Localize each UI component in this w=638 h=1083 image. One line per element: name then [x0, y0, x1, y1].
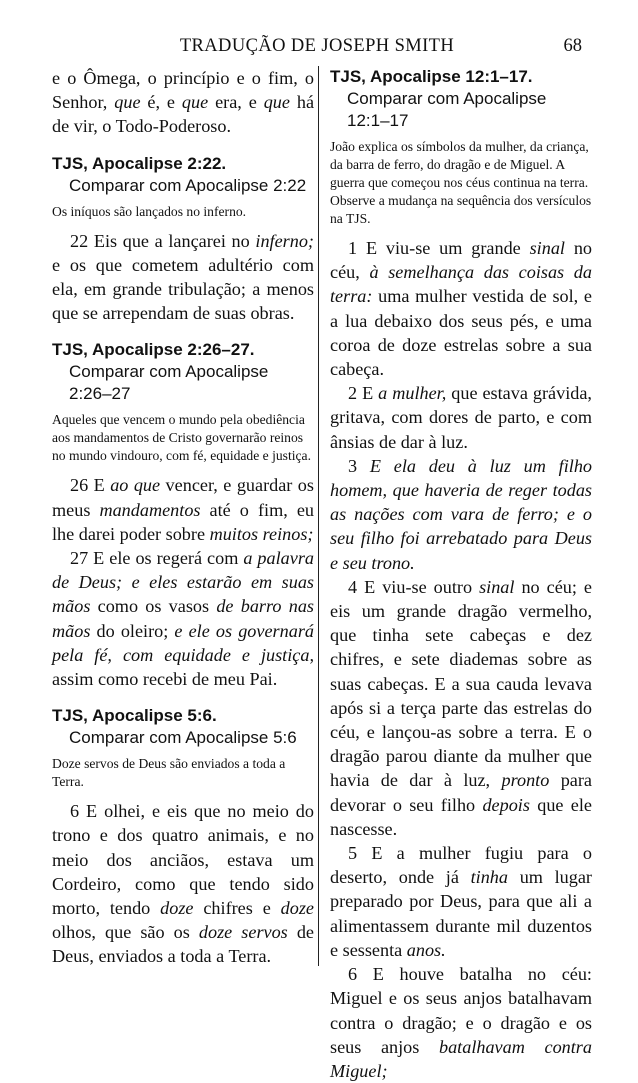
verse	[330, 841, 592, 962]
italic-run: que	[114, 92, 141, 113]
section-compare: Comparar com Apocalipse 5:6	[69, 728, 297, 748]
italic-run: batalhavam contra Miguel;	[330, 1036, 592, 1081]
text-run: e o Ômega, o princípio e o fim, o Senhor,	[52, 68, 314, 113]
right-column	[330, 66, 592, 1083]
text-run: 22 Eis que a lançarei no	[70, 230, 256, 251]
italic-run: a palavra de Deus; e eles estarão em suas mãos	[52, 548, 314, 617]
italic-run: sinal	[529, 238, 565, 258]
text-run: é, e	[140, 92, 182, 113]
italic-run: doze	[160, 898, 194, 919]
section-compare: Comparar com Apocalipse 2:22	[69, 175, 307, 195]
text-run: no céu; e eis um grande dragão vermelho, que tinha sete cabeças e dez chifres, e sete diademas sobre as suas cabeças. E a sua cauda levava após si a terça parte das estrelas do céu, e lançou-as sobre a terra. E o dragão parou diante da mulher que havia de dar à luz,	[330, 576, 592, 791]
text-run: que estava grávida, gritava, com dores de parto, e com ânsias de dar à luz.	[330, 383, 592, 452]
verse	[330, 962, 592, 1083]
section-title: TJS, Apocalipse 12:1–17.	[330, 67, 533, 86]
text-run: 4 E viu-se outro	[348, 576, 480, 597]
text-run: no céu,	[330, 238, 592, 283]
verse	[330, 236, 592, 381]
italic-run: sinal	[479, 576, 515, 597]
text-run: 6 E houve batalha no céu: Miguel e os seus anjos batalhavam contra o dragão; e o dragão e os seus anjos	[330, 964, 592, 1057]
italic-run: ao que	[110, 475, 161, 496]
text-run: chifres e	[193, 898, 281, 919]
left-column	[52, 66, 314, 969]
text-run: 5 E a mulher fugiu para o deserto, onde já	[330, 843, 592, 888]
italic-run: que	[263, 92, 290, 113]
text-run: assim como recebi de meu Pai.	[52, 669, 278, 690]
italic-run: doze servos	[198, 922, 288, 943]
section-compare: Comparar com Apocalipse 12:1–17	[347, 89, 547, 130]
running-title: TRADUÇÃO DE JOSEPH SMITH	[179, 36, 455, 56]
text-run: 27 E ele os regerá com	[70, 548, 244, 569]
text-run: como os vasos	[90, 596, 217, 617]
italic-run: pronto	[501, 770, 550, 791]
italic-run: mandamentos	[99, 499, 201, 520]
italic-run: muitos reinos;	[209, 523, 314, 544]
italic-run: inferno;	[255, 230, 314, 251]
page-number: 68	[563, 36, 582, 56]
section-rev-12-1-17	[330, 66, 592, 1083]
verse	[52, 546, 314, 691]
text-run: que ele nascesse.	[330, 794, 592, 839]
section-summary: João explica os símbolos da mulher, da criança, da barra de ferro, do dragão e de Miguel. A guerra que começou nos céus continua na terra. Observe a mudança na sequência dos versículos na TJS.	[330, 139, 592, 226]
text-run: até o fim, eu lhe darei poder sobre	[52, 499, 314, 544]
verse	[52, 799, 314, 968]
section-rev-2-22	[52, 153, 314, 326]
text-run: 1 E viu-se um grande	[348, 238, 530, 258]
text-run: 2 E	[348, 383, 379, 404]
section-rev-5-6	[52, 705, 314, 968]
text-run: e os que cometem adultério com ela, em grande tribulação; a menos que se arrependam de suas obras.	[52, 254, 314, 324]
italic-run: a mulher,	[378, 383, 447, 404]
verse	[52, 229, 314, 326]
section-title: TJS, Apocalipse 5:6.	[52, 706, 217, 726]
italic-run: de barro nas mãos	[52, 596, 314, 641]
text-run: uma mulher vestida de sol, e a lua debaixo dos seus pés, e uma coroa de doze estrelas sobre a sua cabeça.	[330, 286, 592, 380]
section-rev-2-26-27	[52, 339, 314, 691]
text-run: 3	[348, 455, 370, 476]
text-run: olhos, que são os	[52, 922, 199, 943]
italic-run: E ela deu à luz um filho homem, que haveria de reger todas as nações com vara de ferro; e o seu filho foi arrebatado para Deus e seu trono.	[330, 455, 593, 573]
verse	[330, 381, 592, 454]
text-run: 6 E olhei, e eis que no meio do trono e dos quatro animais, e no meio dos anciãos, estava um Cordeiro, como que tendo sido morto, tendo	[52, 801, 314, 919]
italic-run: doze	[280, 898, 314, 919]
section-title: TJS, Apocalipse 2:26–27.	[52, 340, 255, 360]
italic-run: que	[181, 92, 209, 113]
text-run: era, e	[208, 92, 264, 113]
text-run: do oleiro;	[90, 620, 175, 641]
verse	[330, 454, 592, 575]
section-summary: Aqueles que vencem o mundo pela obediência aos mandamentos de Cristo governarão reinos no mundo vindouro, com fé, equidade e justiça.	[52, 412, 311, 464]
text-run: há de vir, o Todo-Poderoso.	[52, 92, 315, 137]
text-run: um lugar preparado por Deus, para que ali a alimentassem durante mil duzentos e sessenta	[330, 867, 592, 960]
section-summary: Os iníquos são lançados no inferno.	[52, 203, 247, 219]
verse	[52, 473, 314, 546]
text-run: para devorar o seu filho	[330, 770, 592, 815]
italic-run: à semelhança das coisas da terra:	[330, 262, 592, 307]
verse	[330, 575, 592, 841]
italic-run: tinha	[470, 867, 508, 888]
section-summary: Doze servos de Deus são enviados a toda a Terra.	[52, 756, 286, 790]
text-run: 26 E	[70, 475, 111, 496]
italic-run: depois	[482, 794, 530, 815]
column-divider	[318, 66, 319, 966]
italic-run: anos.	[406, 939, 446, 960]
text-run: vencer, e guardar os meus	[52, 475, 314, 520]
italic-run: e ele os governará pela fé, com equidade e justiça,	[52, 620, 314, 665]
section-title: TJS, Apocalipse 2:22.	[52, 153, 227, 173]
text-run: de Deus, enviados a toda a Terra.	[52, 922, 314, 967]
section-compare: Comparar com Apocalipse 2:26–27	[69, 362, 269, 404]
intro-paragraph	[52, 66, 314, 139]
page-header	[52, 36, 582, 60]
